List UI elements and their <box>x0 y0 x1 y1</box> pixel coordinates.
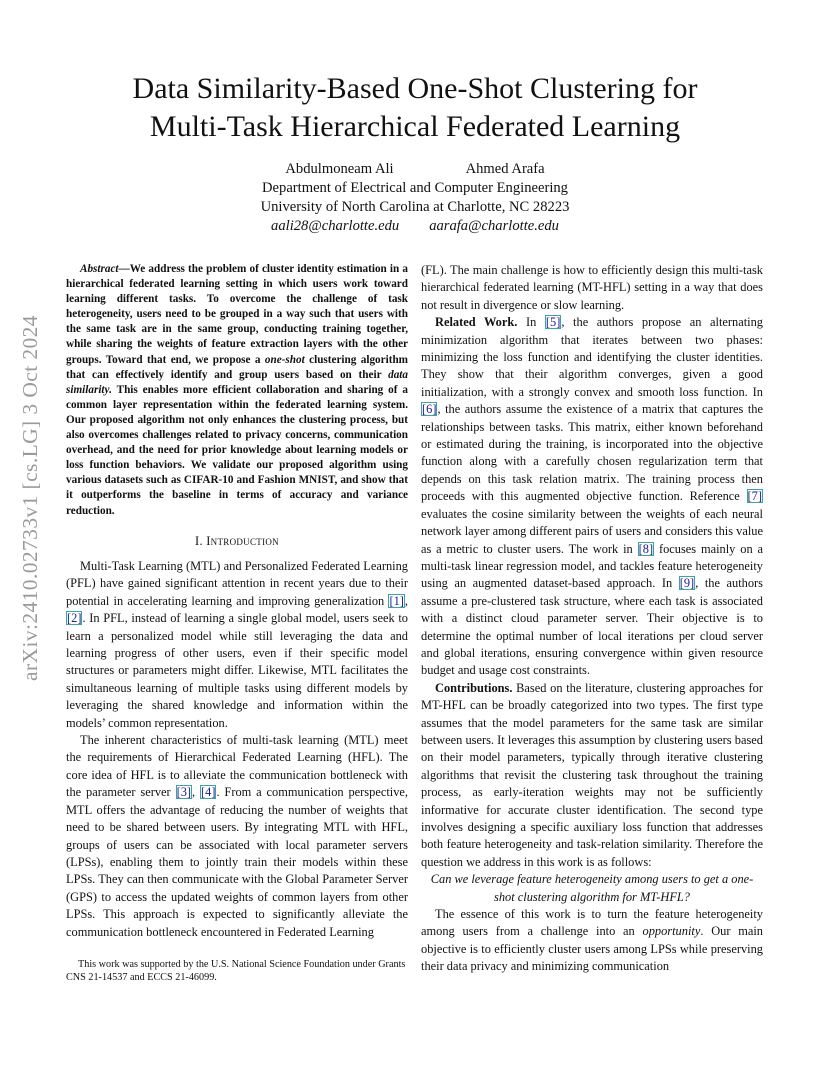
email-1[interactable]: aali28@charlotte.edu <box>271 218 400 234</box>
title-line-2: Multi-Task Hierarchical Federated Learning <box>149 110 681 143</box>
text-run: . In PFL, instead of learning a single global model, users seek to learn a personalized model while still leveraging the data and learning progress of other users, even if their specific model structures or parameters might differ. Likewise, MTL facilitates the simultaneous learning of multiple tasks using different models by leveraging the shared knowledge and information within the models’ common representation. <box>66 611 408 730</box>
section-number: I. <box>195 533 207 548</box>
abstract-text-3: This enables more efficient collaboration and sharing of a common layer representation within the federated learning system. Our proposed algorithm not only enhances the clustering process, but also overcomes challenges related to privacy concerns, communication overhead, and the need for prior knowledge about learning models or loss function behaviors. We validate our proposed algorithm using various datasets such as CIFAR-10 and Fashion MNIST, and show that it outperforms the baseline in terms of accuracy and variance reduction. <box>66 383 408 517</box>
citation-link[interactable]: [3] <box>176 785 192 800</box>
citation-link[interactable]: [1] <box>389 593 404 608</box>
text-run: , the authors assume the existence of a matrix that captures the relationships between tasks. This matrix, either known beforehand or estimated during the training, is incorporated into the objective function along with a carefully chosen regularization term that depends on this task relation matrix. The training process then proceeds with this augmented objective function. Reference <box>421 402 763 504</box>
text-run: , the authors propose an alternating minimization algorithm that iterates between two phases: minimizing the loss function and identifying the cluster identities. They show that their algorithm converges, given a good initialization, with a strongly convex and smooth loss function. In <box>421 315 763 399</box>
author-1: Abdulmoneam Ali <box>285 161 394 177</box>
text-run: The essence of this work is to turn the feature heterogeneity among users from a challenge into an <box>421 907 763 939</box>
text-run: , <box>192 785 200 800</box>
text-run: . Our main objective is to efficiently cluster users among LPSs while preserving their data privacy and minimizing communication <box>421 924 763 974</box>
text-run: , the authors assume a pre-clustered task structure, where each task is associated with a distinct cloud parameter server. Their objective is to determine the optimal number of local iterations per cloud server and global iterations, ensuring convergence within given resource budget and usage cost constraints. <box>421 576 763 678</box>
text-run: , <box>404 593 408 608</box>
text-run: . From a communication perspective, MTL offers the advantage of reducing the number of weights that need to be shared between users. By integrating MTL with HFL, groups of users can be associated with local parameter servers (LPSs), enabling them to jointly train their models within these LPSs. They can then communicate with the Global Parameter Server (GPS) to access the updated weights of common layers from other LPSs. This approach is expected to significantly alleviate the communication bottleneck encountered in Federated Learning <box>66 785 408 939</box>
author-block <box>60 160 770 236</box>
abstract <box>66 262 408 519</box>
citation-link[interactable]: [4] <box>201 785 216 800</box>
abstract-label: Abstract <box>80 263 119 275</box>
citation-link[interactable]: [9] <box>679 576 695 591</box>
abstract-emph-data-similarity: data similarity. <box>66 368 408 396</box>
continued-paragraph: (FL). The main challenge is how to efficiently design this multi-task hierarchical federated learning (MT-HFL) setting in a way that does not result in divergence or slow learning. <box>421 263 763 312</box>
contributions-heading: Contributions. <box>435 680 513 695</box>
contributions-paragraph <box>421 680 763 871</box>
citation-link[interactable]: [6] <box>422 402 437 417</box>
emph-opportunity: opportunity <box>642 924 701 939</box>
section-heading-introduction <box>66 533 408 550</box>
title-line-1: Data Similarity-Based One-Shot Clustering for <box>132 72 698 105</box>
affiliation-department: Department of Electrical and Computer Engineering <box>262 180 568 196</box>
text-run: focuses mainly on a multi-task linear regression model, and tackles feature heterogeneity using an augmented dataset-based approach. In <box>421 541 763 591</box>
intro-paragraph-2 <box>66 732 408 941</box>
text-run: evaluates the cosine similarity between the weights of each neural network layer among different pairs of users and considers this value as a metric to cluster users. The work in <box>421 506 763 556</box>
research-question: Can we leverage feature heterogeneity among users to get a one-shot clustering algorithm for MT-HFL? <box>430 872 754 904</box>
citation-link[interactable]: [2] <box>67 611 82 626</box>
essence-paragraph <box>421 906 763 976</box>
citation-link[interactable]: [5] <box>545 315 561 330</box>
funding-footnote: This work was supported by the U.S. National Science Foundation under Grants CNS 21-14537 and ECCS 21-46099. <box>66 959 406 984</box>
email-2[interactable]: aarafa@charlotte.edu <box>429 218 559 234</box>
text-run: The inherent characteristics of multi-task learning (MTL) meet the requirements of Hierarchical Federated Learning (HFL). The core idea of HFL is to alleviate the communication bottleneck with the parameter server <box>66 733 408 800</box>
abstract-text-2: clustering algorithm that can effectively identify and group users based on their <box>66 353 408 381</box>
abstract-text-1: —We address the problem of cluster identity estimation in a hierarchical federated learning setting in which users work toward learning different tasks. To overcome the challenge of task heterogeneity, users need to be grouped in a way such that users with the same task are in the same group, conducting training together, while sharing the weights of feature extraction layers with the other groups. Toward that end, we propose a <box>66 263 408 366</box>
intro-paragraph-1 <box>66 558 408 732</box>
related-work-heading: Related Work. <box>435 315 518 330</box>
left-column <box>66 262 408 941</box>
section-title: Introduction <box>206 533 279 548</box>
right-column <box>421 262 763 976</box>
arxiv-identifier-text: arXiv:2410.02733v1 [cs.LG] 3 Oct 2024 <box>18 315 42 681</box>
text-run: Multi-Task Learning (MTL) and Personalized Federated Learning (PFL) have gained significant attention in recent years due to their potential in accelerating learning and improving generalization <box>66 559 408 608</box>
affiliation-university: University of North Carolina at Charlotte, NC 28223 <box>260 199 570 215</box>
abstract-emph-oneshot: one-shot <box>264 353 305 366</box>
paper-title <box>60 70 770 146</box>
text-run: In <box>517 315 545 330</box>
author-2: Ahmed Arafa <box>465 161 545 177</box>
text-run: Based on the literature, clustering approaches for MT-HFL can be broadly categorized into two types. The first type assumes that the model parameters for the same task are similar between users. It leverages this assumption by clustering users based on their model parameters, typically through iterative clustering algorithms that revisit the clustering task throughout the training process, as early-iteration weights may not be sufficiently informative for accurate cluster identification. The second type involves designing a specific auxiliary loss function that addresses both feature heterogeneity and task-relation similarity. Therefore the question we address in this work is as follows: <box>421 680 763 869</box>
citation-link[interactable]: [7] <box>747 489 762 504</box>
citation-link[interactable]: [8] <box>638 541 654 556</box>
author-emails <box>60 217 770 236</box>
related-work-paragraph <box>421 314 763 680</box>
author-names <box>60 160 770 179</box>
arxiv-identifier <box>18 268 46 728</box>
